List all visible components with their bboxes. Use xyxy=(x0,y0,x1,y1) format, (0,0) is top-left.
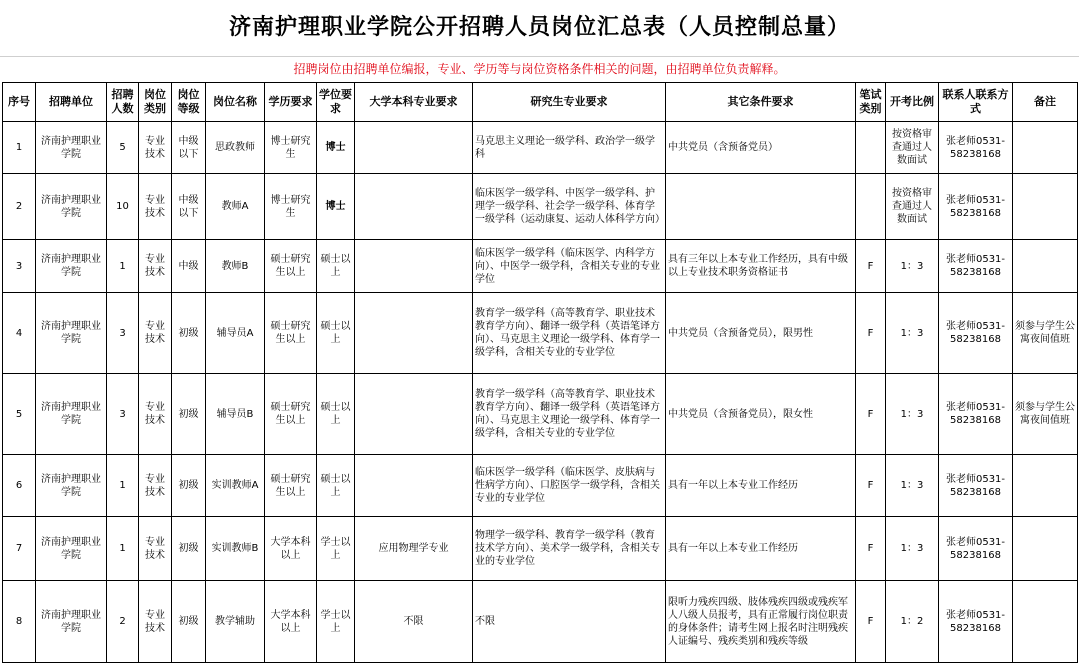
contact-cell: 张老师0531-58238168 xyxy=(939,517,1013,581)
category-cell: 专业技术 xyxy=(139,374,172,455)
exam-type-cell: F xyxy=(856,293,886,374)
row-number: 3 xyxy=(3,240,36,293)
level-cell: 中级以下 xyxy=(172,122,206,174)
position-cell: 教学辅助 xyxy=(206,581,265,663)
position-cell: 实训教师A xyxy=(206,455,265,517)
exam-type-cell: F xyxy=(856,517,886,581)
undergrad-major-cell xyxy=(355,174,473,240)
position-cell: 辅导员A xyxy=(206,293,265,374)
other-cond-cell xyxy=(666,174,856,240)
contact-cell: 张老师0531-58238168 xyxy=(939,455,1013,517)
ratio-cell: 按资格审查通过人数面试 xyxy=(886,174,939,240)
table-row xyxy=(3,455,1078,517)
grad-major-cell: 物理学一级学科、教育学一级学科（教育技术学方向）、美术学一级学科，含相关专业的专业学位 xyxy=(473,517,666,581)
grad-major-cell: 临床医学一级学科、中医学一级学科、护理学一级学科、社会学一级学科、体育学一级学科（运动康复、运动人体科学方向） xyxy=(473,174,666,240)
row-number: 4 xyxy=(3,293,36,374)
undergrad-major-cell xyxy=(355,455,473,517)
row-number: 6 xyxy=(3,455,36,517)
category-cell: 专业技术 xyxy=(139,517,172,581)
remark-cell: 须参与学生公寓夜间值班 xyxy=(1013,374,1078,455)
position-cell: 教师A xyxy=(206,174,265,240)
contact-cell: 张老师0531-58238168 xyxy=(939,240,1013,293)
education-cell: 博士研究生 xyxy=(265,174,317,240)
col-header: 备注 xyxy=(1013,83,1078,122)
degree-cell: 硕士以上 xyxy=(317,293,355,374)
unit-cell: 济南护理职业学院 xyxy=(36,517,107,581)
exam-type-cell: F xyxy=(856,374,886,455)
degree-cell: 硕士以上 xyxy=(317,374,355,455)
level-cell: 初级 xyxy=(172,517,206,581)
count-cell: 2 xyxy=(107,581,139,663)
ratio-cell: 1：2 xyxy=(886,581,939,663)
col-header: 岗位类别 xyxy=(139,83,172,122)
col-header: 大学本科专业要求 xyxy=(355,83,473,122)
unit-cell: 济南护理职业学院 xyxy=(36,374,107,455)
category-cell: 专业技术 xyxy=(139,240,172,293)
undergrad-major-cell: 不限 xyxy=(355,581,473,663)
count-cell: 10 xyxy=(107,174,139,240)
count-cell: 3 xyxy=(107,374,139,455)
row-number: 8 xyxy=(3,581,36,663)
count-cell: 3 xyxy=(107,293,139,374)
category-cell: 专业技术 xyxy=(139,174,172,240)
col-header: 学位要求 xyxy=(317,83,355,122)
category-cell: 专业技术 xyxy=(139,122,172,174)
remark-cell xyxy=(1013,240,1078,293)
ratio-cell: 1：3 xyxy=(886,374,939,455)
undergrad-major-cell xyxy=(355,122,473,174)
grad-major-cell: 马克思主义理论一级学科、政治学一级学科 xyxy=(473,122,666,174)
exam-type-cell xyxy=(856,174,886,240)
col-header: 联系人联系方式 xyxy=(939,83,1013,122)
education-cell: 硕士研究生以上 xyxy=(265,240,317,293)
undergrad-major-cell xyxy=(355,240,473,293)
col-header: 招聘人数 xyxy=(107,83,139,122)
row-number: 7 xyxy=(3,517,36,581)
level-cell: 初级 xyxy=(172,293,206,374)
level-cell: 初级 xyxy=(172,374,206,455)
level-cell: 初级 xyxy=(172,455,206,517)
col-header: 岗位名称 xyxy=(206,83,265,122)
other-cond-cell: 具有三年以上本专业工作经历，具有中级以上专业技术职务资格证书 xyxy=(666,240,856,293)
position-cell: 教师B xyxy=(206,240,265,293)
unit-cell: 济南护理职业学院 xyxy=(36,174,107,240)
contact-cell: 张老师0531-58238168 xyxy=(939,174,1013,240)
col-header: 开考比例 xyxy=(886,83,939,122)
unit-cell: 济南护理职业学院 xyxy=(36,293,107,374)
contact-cell: 张老师0531-58238168 xyxy=(939,374,1013,455)
page-title: 济南护理职业学院公开招聘人员岗位汇总表（人员控制总量） xyxy=(228,13,850,40)
table-row xyxy=(3,517,1078,581)
notice-text: 招聘岗位由招聘单位编报，专业、学历等与岗位资格条件相关的问题，由招聘单位负责解释。 xyxy=(0,56,1079,79)
col-header: 研究生专业要求 xyxy=(473,83,666,122)
count-cell: 1 xyxy=(107,240,139,293)
col-header: 岗位等级 xyxy=(172,83,206,122)
degree-cell: 学士以上 xyxy=(317,517,355,581)
remark-cell xyxy=(1013,455,1078,517)
other-cond-cell: 中共党员（含预备党员），限女性 xyxy=(666,374,856,455)
count-cell: 5 xyxy=(107,122,139,174)
table-row xyxy=(3,174,1078,240)
ratio-cell: 按资格审查通过人数面试 xyxy=(886,122,939,174)
degree-cell: 博士 xyxy=(317,122,355,174)
col-header: 学历要求 xyxy=(265,83,317,122)
exam-type-cell: F xyxy=(856,581,886,663)
grad-major-cell: 不限 xyxy=(473,581,666,663)
col-header: 招聘单位 xyxy=(36,83,107,122)
education-cell: 大学本科以上 xyxy=(265,581,317,663)
exam-type-cell: F xyxy=(856,240,886,293)
degree-cell: 硕士以上 xyxy=(317,240,355,293)
grad-major-cell: 教育学一级学科（高等教育学、职业技术教育学方向）、翻译一级学科（英语笔译方向）、马克思主义理论一级学科、体育学一级学科，含相关专业的专业学位 xyxy=(473,374,666,455)
row-number: 2 xyxy=(3,174,36,240)
unit-cell: 济南护理职业学院 xyxy=(36,122,107,174)
contact-cell: 张老师0531-58238168 xyxy=(939,581,1013,663)
category-cell: 专业技术 xyxy=(139,455,172,517)
other-cond-cell: 中共党员（含预备党员），限男性 xyxy=(666,293,856,374)
exam-type-cell: F xyxy=(856,455,886,517)
ratio-cell: 1：3 xyxy=(886,517,939,581)
education-cell: 硕士研究生以上 xyxy=(265,293,317,374)
col-header: 其它条件要求 xyxy=(666,83,856,122)
remark-cell xyxy=(1013,517,1078,581)
table-row xyxy=(3,293,1078,374)
contact-cell: 张老师0531-58238168 xyxy=(939,293,1013,374)
position-cell: 辅导员B xyxy=(206,374,265,455)
unit-cell: 济南护理职业学院 xyxy=(36,455,107,517)
unit-cell: 济南护理职业学院 xyxy=(36,240,107,293)
remark-cell xyxy=(1013,174,1078,240)
row-number: 5 xyxy=(3,374,36,455)
table-row xyxy=(3,240,1078,293)
category-cell: 专业技术 xyxy=(139,293,172,374)
row-number: 1 xyxy=(3,122,36,174)
level-cell: 中级以下 xyxy=(172,174,206,240)
other-cond-cell: 限听力残疾四级、肢体残疾四级或残疾军人八级人员报考，具有正常履行岗位职责的身体条件；请考生网上报名时注明残疾人证编号、残疾类别和残疾等级 xyxy=(666,581,856,663)
undergrad-major-cell xyxy=(355,374,473,455)
count-cell: 1 xyxy=(107,517,139,581)
other-cond-cell: 具有一年以上本专业工作经历 xyxy=(666,455,856,517)
positions-table xyxy=(2,82,1078,663)
level-cell: 初级 xyxy=(172,581,206,663)
ratio-cell: 1：3 xyxy=(886,293,939,374)
grad-major-cell: 教育学一级学科（高等教育学、职业技术教育学方向）、翻译一级学科（英语笔译方向）、马克思主义理论一级学科、体育学一级学科，含相关专业的专业学位 xyxy=(473,293,666,374)
exam-type-cell xyxy=(856,122,886,174)
degree-cell: 博士 xyxy=(317,174,355,240)
count-cell: 1 xyxy=(107,455,139,517)
table-row xyxy=(3,581,1078,663)
col-header: 序号 xyxy=(3,83,36,122)
contact-cell: 张老师0531-58238168 xyxy=(939,122,1013,174)
degree-cell: 硕士以上 xyxy=(317,455,355,517)
education-cell: 大学本科以上 xyxy=(265,517,317,581)
ratio-cell: 1：3 xyxy=(886,240,939,293)
grad-major-cell: 临床医学一级学科（临床医学、皮肤病与性病学方向）、口腔医学一级学科，含相关专业的专业学位 xyxy=(473,455,666,517)
undergrad-major-cell xyxy=(355,293,473,374)
table-row xyxy=(3,122,1078,174)
col-header: 笔试类别 xyxy=(856,83,886,122)
undergrad-major-cell: 应用物理学专业 xyxy=(355,517,473,581)
grad-major-cell: 临床医学一级学科（临床医学、内科学方向）、中医学一级学科，含相关专业的专业学位 xyxy=(473,240,666,293)
header-row xyxy=(3,83,1078,122)
other-cond-cell: 具有一年以上本专业工作经历 xyxy=(666,517,856,581)
ratio-cell: 1：3 xyxy=(886,455,939,517)
education-cell: 博士研究生 xyxy=(265,122,317,174)
category-cell: 专业技术 xyxy=(139,581,172,663)
degree-cell: 学士以上 xyxy=(317,581,355,663)
table-row xyxy=(3,374,1078,455)
remark-cell xyxy=(1013,581,1078,663)
education-cell: 硕士研究生以上 xyxy=(265,455,317,517)
other-cond-cell: 中共党员（含预备党员） xyxy=(666,122,856,174)
position-cell: 实训教师B xyxy=(206,517,265,581)
education-cell: 硕士研究生以上 xyxy=(265,374,317,455)
unit-cell: 济南护理职业学院 xyxy=(36,581,107,663)
level-cell: 中级 xyxy=(172,240,206,293)
remark-cell xyxy=(1013,122,1078,174)
remark-cell: 须参与学生公寓夜间值班 xyxy=(1013,293,1078,374)
position-cell: 思政教师 xyxy=(206,122,265,174)
